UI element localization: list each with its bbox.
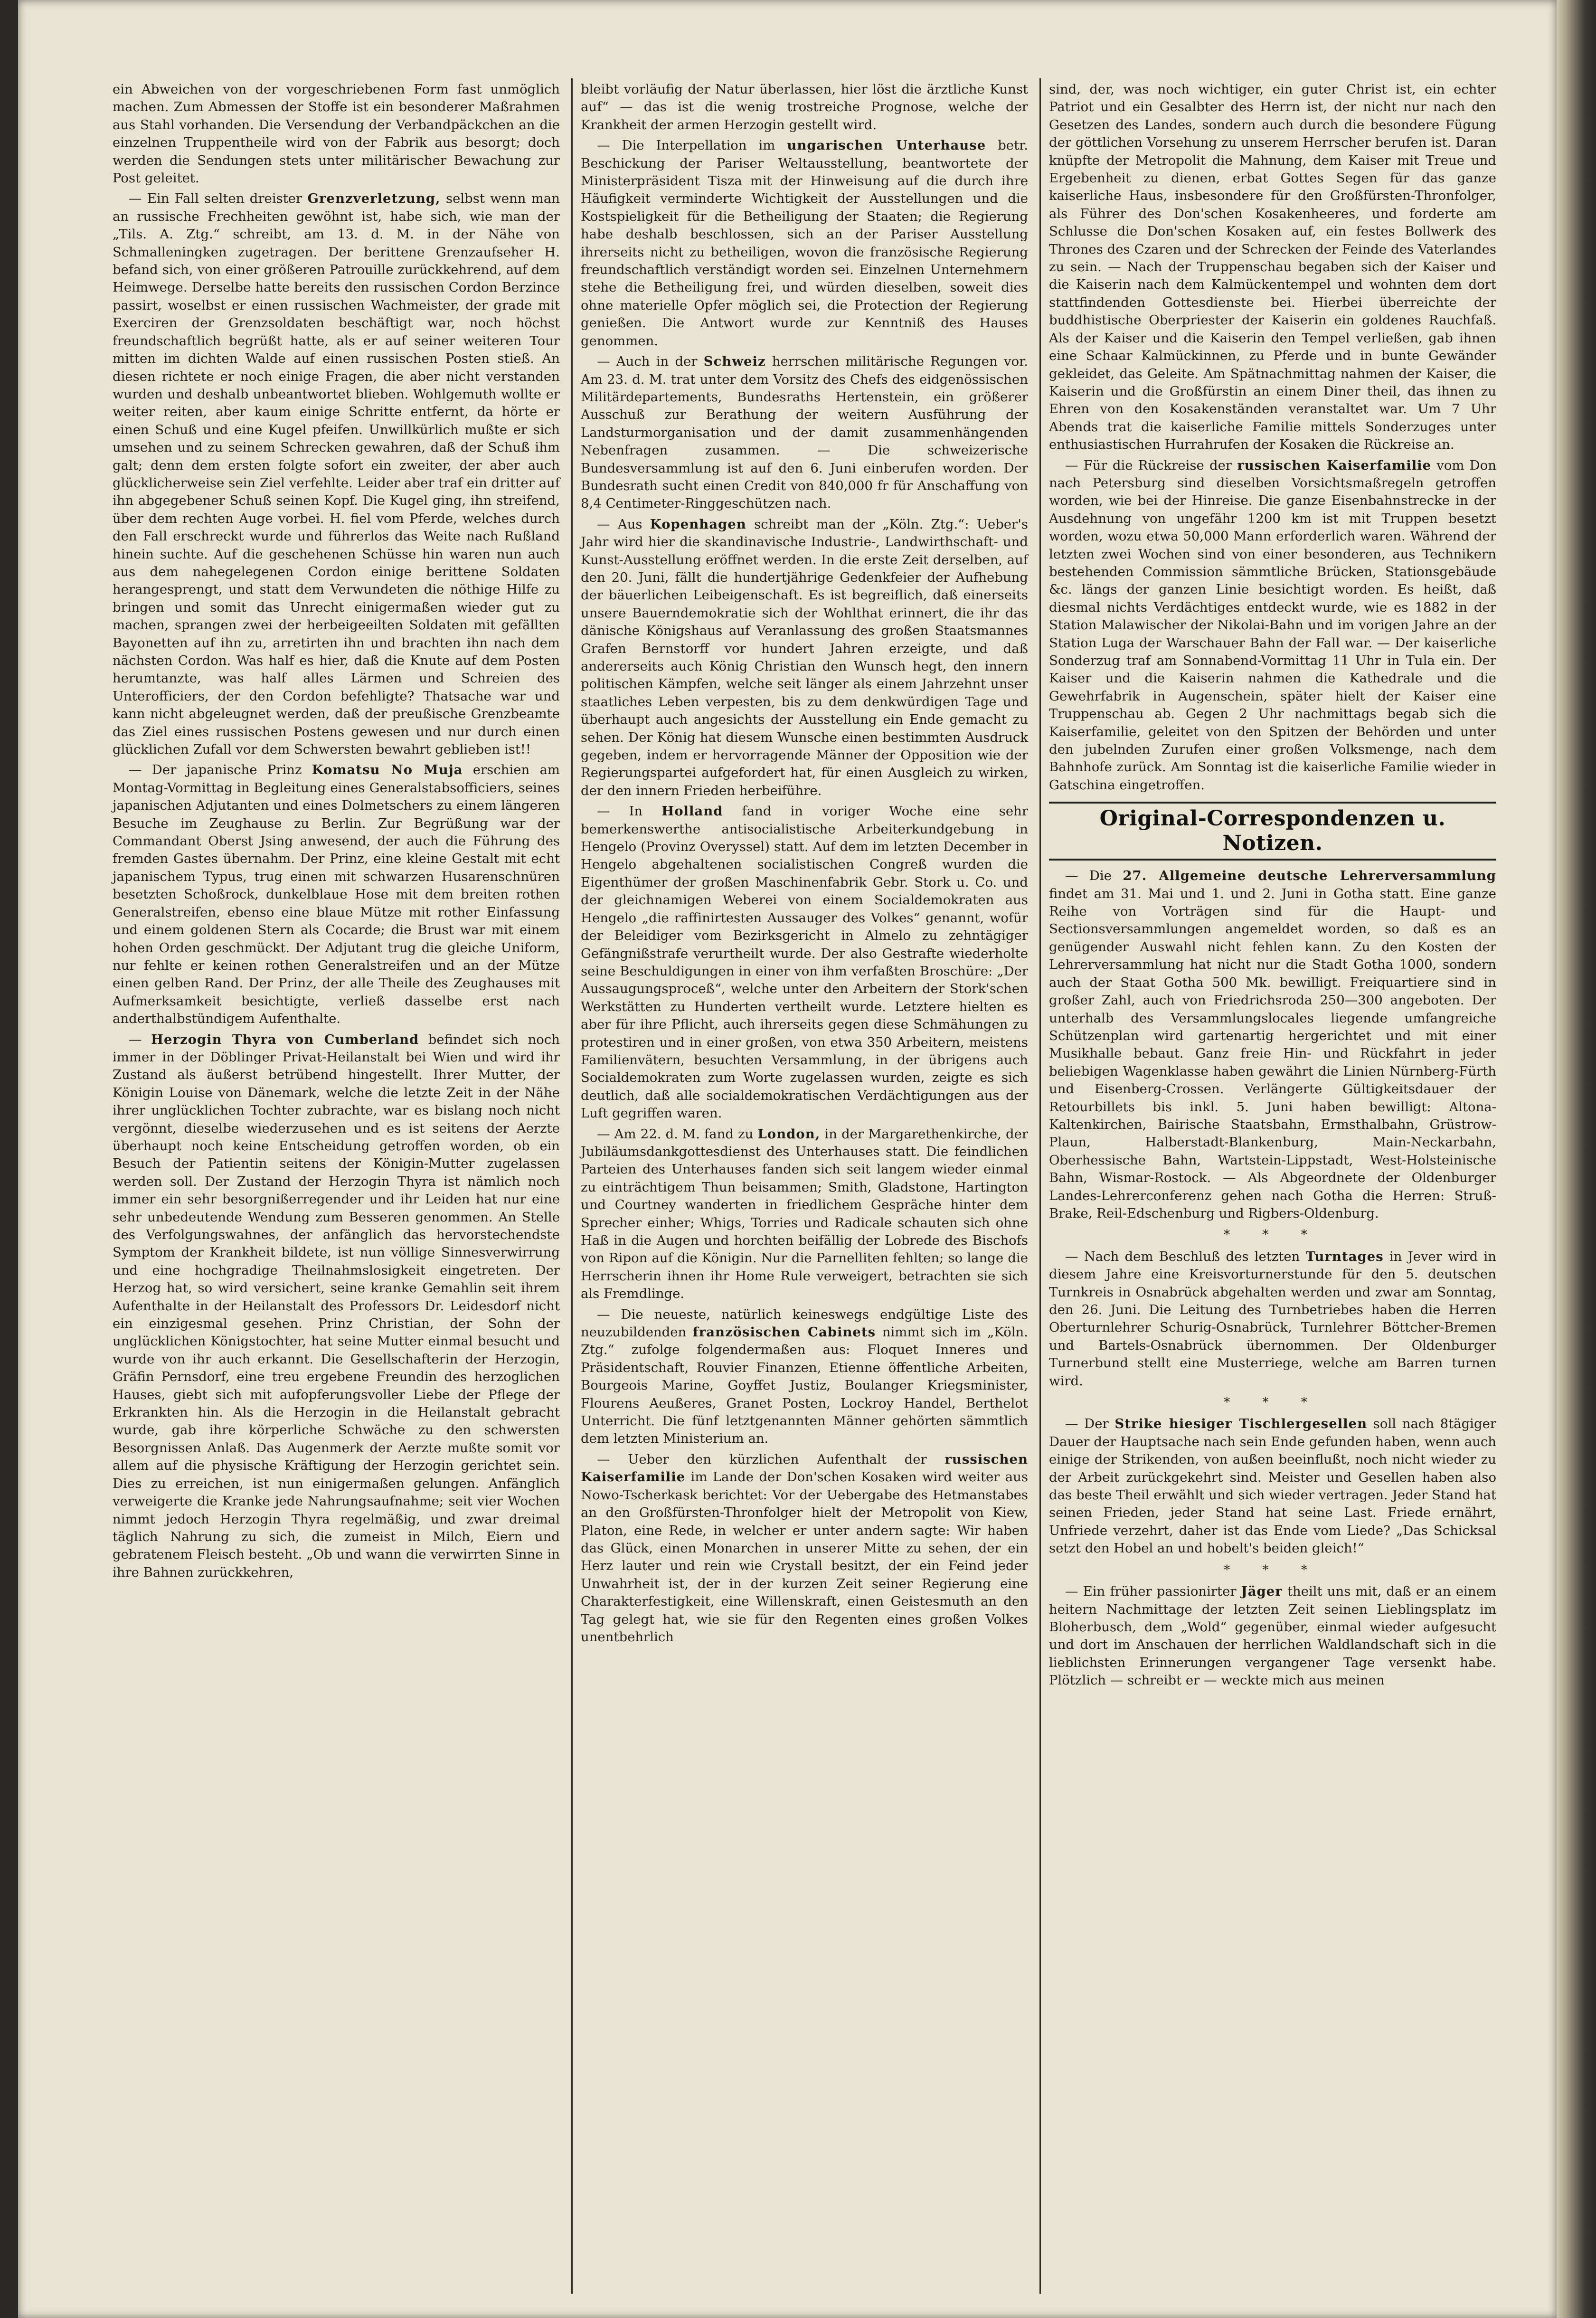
column-2: [570, 81, 1039, 2294]
headline-keyword: 27. Allgemeine deutsche Lehrerversammlung: [1123, 868, 1496, 884]
article-text: herrschen militärische Regungen vor. Am 23. d. M. trat unter dem Vorsitz des Chefs des eidgenössischen Militärdepartements, Bundesraths Hertenstein, ein größerer Ausschuß zur Berathung der weitern Ausführung der Landsturmorganisation und der damit zusammenhängenden Nebenfragen zusammen. — Die schweizerische Bundesversammlung ist auf den 6. Juni einberufen worden. Der Bundesrath sucht einen Credit von 840,000 fr für Anschaffung von 8,4 Centimeter-Ringgeschützen nach.: [581, 354, 1028, 511]
article-franz-cabinet: [581, 1306, 1028, 1448]
headline-keyword: Kopenhagen: [650, 516, 746, 532]
dash-lead: — Aus: [597, 516, 650, 532]
article-jaeger: [1049, 1583, 1496, 1689]
dash-lead: — Ueber den kürzlichen Aufenthalt der: [597, 1451, 945, 1467]
article-text: selbst wenn man an russische Frechheiten gewöhnt ist, habe sich, wie man der „Tils. A. Ztg.“ schreibt, am 13. d. M. in der Nähe von Schmalleningken zugetragen. Der berittene Grenzaufseher H. befand sich, von einer größeren Patrouille zurückkehrend, auf dem Heimwege. Derselbe hatte bereits den russischen Cordon Berzince passirt, woselbst er einen russischen Wachmeister, der grade mit Exerciren der Grenzsoldaten beschäftigt war, noch höchst freundschaftlich begrüßt hatte, als er auf seiner weiteren Tour mitten im dichten Walde auf einen russischen Posten stieß. An diesen richtete er noch einige Fragen, die aber nicht verstanden wurden und deshalb unbeantwortet blieben. Wohlgemuth wollte er weiter reiten, aber kaum einige Schritte entfernt, da hörte er einen Schuß und eine Kugel pfeifen. Unwillkürlich mußte er sich umsehen und zu seinem Schrecken gewahren, daß der Schuß ihm galt; denn dem ersten folgte sofort ein zweiter, der aber auch glücklicherweise sein Ziel verfehlte. Leider aber traf ein dritter auf ihn abgegebener Schuß seinen Kopf. Die Kugel ging, ihn streifend, über dem rechten Auge vorbei. H. fiel vom Pferde, welches durch den Fall erschreckt wurde und führerlos das Weite nach Rußland hinein suchte. Auf die geschehenen Schüsse hin waren nun auch aus dem nahegelegenen Cordon einige berittene Soldaten herangesprengt, und statt dem Verwundeten die nöthige Hilfe zu bringen und somit das Unrecht einigermaßen wieder gut zu machen, sprangen zwei der herbeigeeilten Soldaten mit gefällten Bayonetten auf ihn zu, arretirten ihn und brachten ihn nach dem nächsten Cordon. Was half es hier, daß die Knute auf dem Posten herumtanzte, was half alles Lärmen und Schreien des Unterofficiers, der den Cordon befehligte? Thatsache war und kann nicht abgeleugnet werden, daß der preußische Grenzbeamte das Ziel eines russischen Postens gewesen und nur durch einen glücklichen Zufall vor dem Schwersten bewahrt geblieben ist!!: [113, 191, 560, 757]
dash-lead: — Ein Fall selten dreister: [129, 191, 308, 207]
article-text: in der Margarethenkirche, der Jubiläumsdankgottesdienst des Unterhauses statt. Die feindlichen Parteien des Unterhauses fanden sich seit langem wieder einmal zu einträchtigem Thun beisammen; Smith, Gladstone, Hartington und Courtney wanderten in friedlichem Gespräche hinter dem Sprecher einher; Whigs, Torries und Radicale schauten sich ohne Haß in die Augen und horchten beifällig der Lobrede des Bischofs von Ripon auf die Königin. Nur die Parnelliten fehlten; so lange die Herrscherin ihnen ihr Home Rule verweigert, betrachten sie sich als Fremdlinge.: [581, 1126, 1028, 1302]
article-text: betr. Beschickung der Pariser Weltausstellung, beantwortete der Ministerpräsident Tisza mit der Hinweisung auf die durch ihre Häufigkeit verminderte Wichtigkeit der Ausstellungen und die Kostspieligkeit für die Betheiligung der Staaten; die Regierung habe deshalb beschlossen, sich an der Pariser Ausstellung ihrerseits nicht zu betheiligen, wovon die französische Regierung freundschaftlich verständigt worden sei. Einzelnen Unternehmern stehe die Betheiligung frei, und würden dieselben, soweit dies ohne materielle Opfer möglich sei, die Protection der Regierung genießen. Die Antwort wurde zur Kenntniß des Hauses genommen.: [581, 138, 1028, 349]
headline-keyword: Komatsu No Muja: [312, 762, 463, 778]
article-text: vom Don nach Petersburg sind dieselben Vorsichtsmaßregeln getroffen worden, wie bei der Hinreise. Die ganze Eisenbahnstrecke in der Ausdehnung von ungefähr 1200 km ist mit Truppen besetzt worden, wozu etwa 50,000 Mann erforderlich waren. Während der letzten zwei Wochen sind von einer besonderen, aus Technikern bestehenden Commission sämmtliche Brücken, Stationsgebäude &c. längs der ganzen Linie besichtigt worden. Es heißt, daß diesmal nichts Verdächtiges entdeckt wurde, wie es 1882 in der Station Malawischer der Nikolai-Bahn und im vorigen Jahre an der Station Luga der Warschauer Bahn der Fall war. — Der kaiserliche Sonderzug traf am Sonnabend-Vormittag 11 Uhr in Tula ein. Der Kaiser und die Kaiserin nahmen die Kathedrale und die Gewehrfabrik in Augenschein, später hielt der Kaiser eine Truppenschau ab. Gegen 2 Uhr nachmittags begab sich die Kaiserfamilie, geleitet von den Spitzen der Behörden und unter den jubelnden Zurufen einer großen Volksmenge, nach dem Bahnhofe zurück. Am Sonntag ist die kaiserliche Familie wieder in Gatschina eingetroffen.: [1049, 457, 1496, 793]
article-ungarn: [581, 137, 1028, 350]
article-russische-kaiserfamilie: [581, 1451, 1028, 1646]
article-text: erschien am Montag-Vormittag in Begleitung eines Generalstabsofficiers, seines japanischen Adjutanten und eines Dolmetschers zu einem längeren Besuche im Zeughause zu Berlin. Zur Begrüßung war der Commandant Oberst Jsing anwesend, der auch die Führung des fremden Gastes übernahm. Der Prinz, eine kleine Gestalt mit echt japanischem Typus, trug einen mit schwarzen Husarenschnüren besetzten Schoßrock, dunkelblaue Hose mit dem breiten rothen Generalstreifen, ebenso eine blaue Mütze mit rother Einfassung und einem goldenen Stern als Cocarde; die Brust war mit einem hohen Orden geschmückt. Der Adjutant trug die gleiche Uniform, nur fehlte er keinen rothen Generalstreifen und an der Mütze einen gelben Rand. Der Prinz, der alle Theile des Zeughauses mit Aufmerksamkeit besichtigte, verließ dasselbe erst nach anderthalbstündigem Aufenthalte.: [113, 762, 560, 1027]
dash-lead: — Nach dem Beschluß des letzten: [1065, 1249, 1306, 1264]
article-text: soll nach 8tägiger Dauer der Hauptsache nach sein Ende gefunden haben, wenn auch einige der Strikenden, von außen beeinflußt, noch nicht wieder zu der Arbeit zurückgekehrt sind. Meister und Gesellen haben also das beste Theil erwählt und sich wieder vertragen. Jeder Stand hat seinen Frieden, jeder Stand hat seine Last. Friede ernährt, Unfriede verzehrt, daher ist das Ende vom Liede? „Das Schicksal setzt den Hobel an und hobelt's beiden gleich!“: [1049, 1416, 1496, 1556]
article-turntag: [1049, 1248, 1496, 1390]
dash-lead: — Der: [1065, 1416, 1115, 1432]
headline-keyword: russischen Kaiserfamilie: [1237, 457, 1432, 473]
separator-asterisks: * * *: [1224, 1562, 1322, 1577]
headline-keyword: Strike hiesiger Tischlergesellen: [1114, 1416, 1368, 1432]
dash-lead: — In: [597, 804, 662, 819]
headline-keyword: London,: [757, 1126, 821, 1142]
article-schweiz: [581, 353, 1028, 513]
headline-keyword: Schweiz: [703, 354, 766, 369]
article-kopenhagen: [581, 516, 1028, 800]
headline-keyword: Turntages: [1305, 1249, 1384, 1264]
article-text: sind, der, was noch wichtiger, ein guter Christ ist, ein echter Patriot und ein Gesalbter des Herrn ist, der nicht nur nach den Gesetzen des Landes, sondern auch durch die besondere Fügung der göttlichen Vorsehung zu unserem Herrscher berufen ist. Daran knüpfte der Metropolit die Mahnung, dem Kaiser mit Treue und Ergebenheit zu dienen, erbat Gottes Segen für das ganze kaiserliche Haus, insbesondere für den Großfürsten-Thronfolger, als Führer des Don'schen Kosakenheeres, und forderte am Schlusse die Don'schen Kosaken auf, ein festes Bollwerk des Thrones des Czaren und der Schrecken der Feinde des Vaterlandes zu sein. — Nach der Truppenschau begaben sich der Kaiser und die Kaiserin nach dem Kalmückentempel und wohnten dem dort stattfindenden Gottesdienste bei. Hierbei überreichte der buddhistische Oberpriester der Kaiserin ein goldenes Rauchfaß. Als der Kaiser und die Kaiserin den Tempel verließen, gab ihnen eine Schaar Kalmückinnen, zu Pferde und in bunte Gewänder gekleidet, das Geleite. Am Spätnachmittag nahmen der Kaiser, die Kaiserin und die Großfürstin an einem Diner theil, das ihnen zu Ehren von den Kosakenständen veranstaltet war. Um 7 Uhr Abends trat die kaiserliche Familie mittels Sonderzuges unter enthusiastischen Hurrahrufen der Kosaken die Rückreise an.: [1049, 82, 1496, 453]
article-rueckreise: [1049, 457, 1496, 795]
dash-lead: — Für die Rückreise der: [1065, 457, 1237, 473]
book-edge: [1557, 0, 1596, 2318]
article-text: schreibt man der „Köln. Ztg.“: Ueber's Jahr wird hier die skandinavische Industrie-, Landwirthschaft- und Kunst-Ausstellung eröffnet werden. In die erste Zeit derselben, auf den 20. Juni, fällt die hundertjährige Gedenkfeier der Aufhebung der bäuerlichen Leibeigenschaft. Es ist begreiflich, daß einerseits unsere Bauerndemokratie sich der Wohlthat erinnert, die ihr das dänische Königshaus auf Veranlassung des großen Staatsmannes Grafen Bernstorff vor hundert Jahren erzeigte, und daß andererseits auch König Christian den Wunsch hegt, den innern politischen Kämpfen, welche seit länger als einem Jahrzehnt unser staatliches Leben verpesten, bis zu dem denkwürdigen Tage und überhaupt auch angesichts der Ausstellung ein Ende gemacht zu sehen. Der König hat diesem Wunsche einen bestimmten Ausdruck gegeben, indem er hervorragende Männer der Opposition wie der Regierungspartei aufgefordert hat, für einen Ausgleich zu wirken, der den innern Frieden herbeiführe.: [581, 516, 1028, 798]
article-text: befindet sich noch immer in der Döblinger Privat-Heilanstalt bei Wien und wird ihr Zustand als äußerst betrübend hingestellt. Ihrer Mutter, der Königin Louise von Dänemark, welche die letzte Zeit in der Nähe ihrer unglücklichen Tochter zubrachte, war es bislang noch nicht vergönnt, dieselbe wiederzusehen und es ist seitens der Aerzte überhaupt noch keine Entscheidung getroffen worden, ob ein Besuch der Patientin seitens der Königin-Mutter zugelassen werden soll. Der Zustand der Herzogin Thyra ist nämlich noch immer ein sehr besorgnißerregender und ihr Leiden hat nur eine sehr unbedeutende Wendung zum Besseren genommen. An Stelle des Verfolgungswahnes, der anfänglich das hervorstechendste Symptom der Krankheit bildete, ist nun völlige Sinnesverwirrung und eine hochgradige Theilnahmslosigkeit eingetreten. Der Herzog hat, so wird versichert, seine kranke Gemahlin seit ihrem Aufenthalte in der Heilanstalt des Professors Dr. Leidesdorf nicht ein einzigesmal gesehen. Prinz Christian, der Sohn der unglücklichen Königstochter, hat seine Mutter einmal besucht und wurde von ihr auch erkannt. Die Gesellschafterin der Herzogin, Gräfin Pernsdorf, eine treu ergebene Freundin des herzoglichen Hauses, giebt sich mit aufopferungsvoller Liebe der Pflege der Erkrankten hin. Als die Herzogin in die Heilanstalt gebracht wurde, gab ihre körperliche Schwäche zu den schwersten Besorgnissen Anlaß. Das Augenmerk der Aerzte mußte somit vor allem auf die physische Kräftigung der Herzogin gerichtet sein. Dies zu erreichen, ist nun einigermaßen gelungen. Anfänglich verweigerte die Kranke jede Nahrungsaufnahme; seit vier Wochen nimmt jedoch Herzogin Thyra regelmäßig, und zwar dreimal täglich Nahrung zu sich, die zumeist in Milch, Eiern und gebratenem Fleisch besteht. „Ob und wann die verwirrten Sinne in ihre Bahnen zurückkehren,: [113, 1031, 560, 1580]
headline-keyword: Herzogin Thyra von Cumberland: [151, 1031, 419, 1047]
column-1: [102, 81, 570, 2294]
separator-asterisks: * * *: [1224, 1395, 1322, 1410]
section-heading: Original-Correspondenzen u. Notizen.: [1049, 802, 1496, 861]
dash-lead: — Die Interpellation im: [597, 138, 787, 153]
headline-keyword: Jäger: [1241, 1584, 1283, 1599]
article-text: bleibt vorläufig der Natur überlassen, hier löst die ärztliche Kunst auf“ — das ist die wenig trostreiche Prognose, welche der Krankheit der armen Herzogin gestellt wird.: [581, 82, 1028, 132]
article-text: im Lande der Don'schen Kosaken wird weiter aus Nowo-Tscherkask berichtet: Vor der Uebergabe des Hetmanstabes an den Großfürsten-Thronfolger hielt der Metropolit von Kiew, Platon, eine Rede, in welcher er unter andern sagte: Wir haben das Glück, einen Monarchen in unserer Mitte zu sehen, der ein Herz lauter und rein wie Crystall besitzt, der ein Feind jeder Unwahrheit ist, der in der kurzen Zeit seiner Regierung eine Charakterfestigkeit, eine Willenskraft, einen Geistesmuth an den Tag gelegt hat, wie sie für den Regenten eines großen Volkes unentbehrlich: [581, 1469, 1028, 1645]
article-herzogin-thyra: [113, 1031, 560, 1582]
article-text: ein Abweichen von der vorgeschriebenen Form fast unmöglich machen. Zum Abmessen der Stoffe ist ein besonderer Maßrahmen aus Stahl vorhanden. Die Versendung der Verbandpäckchen an die einzelnen Truppentheile wird von der Fabrik aus besorgt; doch werden die Sendungen stets unter militärischer Bewachung zur Post geleitet.: [113, 82, 560, 186]
article-lehrerversammlung: [1049, 867, 1496, 1222]
dash-lead: — Die: [1065, 868, 1123, 884]
article-text: in Jever wird in diesem Jahre eine Kreisvorturnerstunde für den 5. deutschen Turnkreis in Osnabrück abgehalten werden und zwar am Sonntag, den 26. Juni. Die Leitung des Turnbetriebes haben die Herren Oberturnlehrer Schurig-Osnabrück, Turnlehrer Böttcher-Bremen und Bartels-Osnabrück übernommen. Der Oldenburger Turnerbund stellt eine Musterriege, welche am Barren turnen wird.: [1049, 1249, 1496, 1389]
separator-asterisks: * * *: [1224, 1228, 1322, 1242]
dash-lead: — Auch in der: [597, 354, 704, 369]
headline-keyword: Grenzverletzung,: [307, 191, 441, 207]
headline-keyword: Holland: [661, 804, 723, 819]
article-london: [581, 1126, 1028, 1303]
headline-keyword: russischen Kaiserfamilie: [581, 1451, 1028, 1485]
article-text: fand in voriger Woche eine sehr bemerkenswerthe antisocialistische Arbeiterkundgebung in Hengelo (Provinz Overyssel) statt. Auf dem im letzten December in Hengelo abgehaltenen socialistischen Congreß wurden die Eigenthümer der großen Maschinenfabrik Gebr. Stork u. Co. und der gleichnamigen Weberei von einem Socialdemokraten aus Hengelo „die raffinirtesten Aussauger des Volkes“ genannt, wofür der Beleidiger vom Bezirksgericht in Almelo zu zehntägiger Gefängnißstrafe verurtheilt wurde. Der also Gestrafte wiederholte seine Beschuldigungen in einer von ihm verfaßten Broschüre: „Der Aussaugungsproceß“, welche unter den Arbeitern der Stork'schen Werkstätten zu Hunderten vertheilt wurde. Letztere hielten es aber für ihre Pflicht, auch ihrerseits gegen diese Schmähungen zu protestiren und in einer großen, von etwa 350 Arbeitern, meistens Familienvätern, besuchten Versammlung, in der übrigens auch Socialdemokraten zum Worte zugelassen wurden, zeigte es sich deutlich, daß alle socialdemokratischen Verdächtigungen aus der Luft gegriffen waren.: [581, 804, 1028, 1121]
dash-lead: —: [129, 1031, 151, 1047]
headline-keyword: ungarischen Unterhause: [787, 138, 986, 153]
article-prinz-komatsu: [113, 761, 560, 1028]
article-text: nimmt sich im „Köln. Ztg.“ zufolge folgendermaßen aus: Floquet Inneres und Präsidentschaft, Rouvier Finanzen, Etienne öffentliche Arbeiten, Bourgeois Marine, Goyffet Justiz, Boulanger Kriegsminister, Flourens Aeußeres, Granet Posten, Lockroy Handel, Berthelot Unterricht. Die fünf letztgenannten Männer gehörten sämmtlich dem letzten Ministerium an.: [581, 1325, 1029, 1447]
article-text: theilt uns mit, daß er an einem heitern Nachmittage der letzten Zeit seinen Lieblingsplatz im Bloherbusch, dem „Wold“ gegenüber, einmal wieder aufgesucht und dort im Anschauen der herrlichen Waldlandschaft sich in die lieblichsten Erinnerungen vergangener Tage versenkt habe. Plötzlich — schreibt er — weckte mich aus meinen: [1049, 1584, 1496, 1688]
dash-lead: — Der japanische Prinz: [129, 762, 312, 778]
headline-keyword: französischen Cabinets: [692, 1325, 876, 1340]
dash-lead: — Die neueste, natürlich keineswegs endgültige Liste des neuzubildenden: [581, 1306, 1028, 1340]
dash-lead: — Am 22. d. M. fand zu: [597, 1126, 758, 1142]
article-grenzverletzung: [113, 190, 560, 758]
article-holland: [581, 803, 1028, 1122]
column-3: [1039, 81, 1507, 2294]
columns: [102, 81, 1508, 2294]
dash-lead: — Ein früher passionirter: [1065, 1584, 1241, 1599]
article-strike: [1049, 1415, 1496, 1557]
article-text: findet am 31. Mai und 1. und 2. Juni in Gotha statt. Eine ganze Reihe von Vorträgen sind für die Haupt- und Sectionsversammlungen angemeldet worden, so daß es an genügender Auswahl nicht fehlen kann. Zu den Kosten der Lehrerversammlung hat nicht nur die Stadt Gotha 1000, sondern auch der Staat Gotha 500 Mk. bewilligt. Freiquartiere sind in großer Zahl, auch von Friedrichsroda 250—300 angeboten. Der unterhalb des Versammlungslocales liegende umfangreiche Schützenplan wird gartenartig hergerichtet und mit einer Musikhalle bebaut. Ganz freie Hin- und Rückfahrt in jeder beliebigen Wagenklasse haben gewährt die Linien Nürnberg-Fürth und Eisenberg-Crossen. Verlängerte Gültigkeitsdauer der Retourbillets bis inkl. 5. Juni haben bewilligt: Altona-Kaltenkirchen, Bairische Staatsbahn, Ermsthalbahn, Grüstrow-Plaun, Halberstadt-Blankenburg, Main-Neckarbahn, Oberhessische Bahn, Wartstein-Lippstadt, West-Holsteinische Bahn, Wismar-Rostock. — Als Abgeordnete der Oldenburger Landes-Lehrerconferenz gehen nach Gotha die Herren: Struß-Brake, Reil-Edschenburg und Rigbers-Oldenburg.: [1049, 886, 1496, 1221]
